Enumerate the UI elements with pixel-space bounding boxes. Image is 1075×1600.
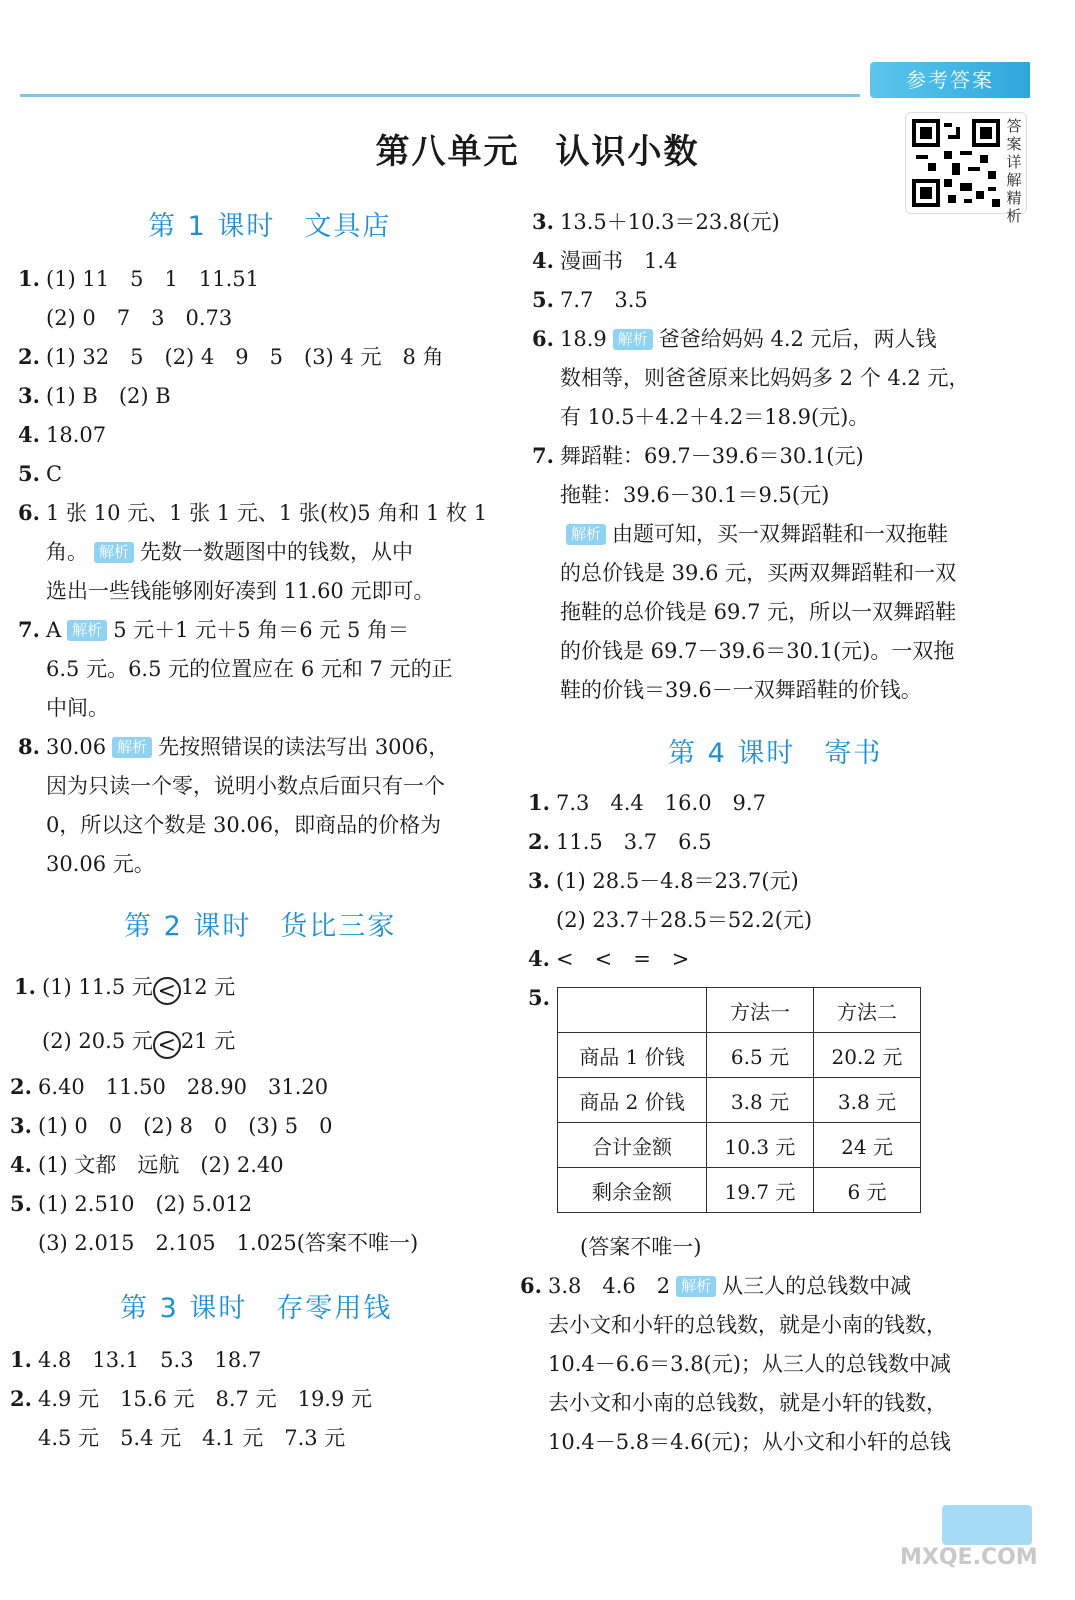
- answer-text: 30.06: [46, 735, 107, 759]
- analysis-text: 先数一数题图中的钱数，从中: [140, 540, 414, 564]
- question-number: 3.: [532, 209, 554, 234]
- answer-text: (1) 文都 远航 (2) 2.40: [38, 1153, 284, 1177]
- answer-line: [18, 460, 62, 488]
- table-cell: 方法一: [707, 988, 814, 1033]
- analysis-text: 由题可知，买一双舞蹈鞋和一双拖鞋: [612, 522, 949, 546]
- question-number: 5.: [532, 287, 554, 312]
- answer-line: [10, 1385, 372, 1413]
- answer-text: (1) B (2) B: [46, 384, 171, 408]
- analysis-text: 从三人的总钱数中减: [722, 1274, 912, 1298]
- answer-text: 中间。: [46, 696, 109, 720]
- answer-line: [10, 1190, 252, 1218]
- answer-line: [18, 538, 413, 566]
- answer-line: [528, 789, 766, 817]
- lesson-3-title: 第 3 课时 存零用钱: [120, 1293, 393, 1324]
- table-cell: 剩余金额: [558, 1168, 707, 1213]
- answer-text: (1) 11 5 1 11.51: [46, 267, 259, 291]
- question-number: 7.: [532, 443, 554, 468]
- answer-line: [18, 616, 409, 644]
- answer-text: 6.40 11.50 28.90 31.20: [38, 1075, 329, 1099]
- unit-title: 第八单元 认识小数: [375, 132, 700, 172]
- answer-line: [10, 1229, 418, 1257]
- answer-text: 的总价钱是 39.6 元，买两双舞蹈鞋和一双: [560, 561, 957, 585]
- question-number: 8.: [18, 734, 40, 759]
- answer-line: [532, 247, 677, 275]
- answer-text: 选出一些钱能够刚好凑到 11.60 元即可。: [46, 579, 435, 603]
- analysis-tag: 解析: [67, 620, 107, 641]
- answer-text: 角。: [46, 540, 88, 564]
- table-cell: 3.8 元: [814, 1078, 921, 1123]
- question-number: 1.: [528, 790, 550, 815]
- answer-text: A: [46, 618, 62, 642]
- answer-text: (1) 2.510 (2) 5.012: [38, 1192, 253, 1216]
- answer-text: 漫画书 1.4: [560, 249, 678, 273]
- answer-text: 因为只读一个零，说明小数点后面只有一个: [46, 774, 445, 798]
- answer-line: [520, 1311, 947, 1339]
- question-number: 1.: [18, 266, 40, 291]
- analysis-tag: 解析: [676, 1276, 716, 1297]
- answer-text: (1) 32 5 (2) 4 9 5 (3) 4 元 8 角: [46, 345, 444, 369]
- answer-line: [520, 1428, 951, 1456]
- answer-text: 6.5 元。6.5 元的位置应在 6 元和 7 元的正: [46, 657, 453, 681]
- answer-text: 数相等，则爸爸原来比妈妈多 2 个 4.2 元，: [560, 366, 970, 390]
- answer-line: [532, 364, 969, 392]
- answer-text: (答案不唯一): [580, 1235, 702, 1259]
- analysis-tag: 解析: [613, 329, 653, 350]
- answer-text: 18.9: [560, 327, 607, 351]
- answer-line: [532, 637, 954, 665]
- table-cell: 24 元: [814, 1123, 921, 1168]
- table-cell: 合计金额: [558, 1123, 707, 1168]
- answer-text: 4.9 元 15.6 元 8.7 元 19.9 元: [38, 1387, 373, 1411]
- analysis-tag: 解析: [566, 524, 606, 545]
- analysis-text: 5 元＋1 元＋5 角＝6 元 5 角＝: [113, 618, 410, 642]
- table-row: [558, 1033, 921, 1078]
- answer-text: 7.7 3.5: [560, 288, 648, 312]
- lesson-2-title: 第 2 课时 货比三家: [124, 911, 397, 942]
- answer-line: [18, 772, 445, 800]
- answer-text: 的价钱是 69.7－39.6＝30.1(元)。一双拖: [560, 639, 955, 663]
- answer-line: [532, 559, 956, 587]
- table-cell: 20.2 元: [814, 1033, 921, 1078]
- question-number: 3.: [528, 868, 550, 893]
- answer-line: [18, 850, 155, 878]
- answer-text: 鞋的价钱＝39.6－一双舞蹈鞋的价钱。: [560, 678, 922, 702]
- lesson-4-title: 第 4 课时 寄书: [668, 738, 883, 769]
- table-cell: 商品 2 价钱: [558, 1078, 707, 1123]
- analysis-tag: 解析: [94, 542, 134, 563]
- answer-line: [18, 304, 232, 332]
- answer-text: (1) 0 0 (2) 8 0 (3) 5 0: [38, 1114, 333, 1138]
- answer-text: 0，所以这个数是 30.06，即商品的价格为: [46, 813, 442, 837]
- compare-circle: <: [153, 977, 181, 1005]
- table-row: [558, 988, 921, 1033]
- answer-line: [18, 811, 441, 839]
- table-cell: 商品 1 价钱: [558, 1033, 707, 1078]
- answer-text: 18.07: [46, 423, 107, 447]
- table-cell: 方法二: [814, 988, 921, 1033]
- answer-line: [18, 499, 487, 527]
- question-number: 2.: [528, 829, 550, 854]
- analysis-tag: 解析: [112, 737, 152, 758]
- answer-text: (2) 0 7 3 0.73: [46, 306, 233, 330]
- answer-line: [532, 403, 869, 431]
- answer-line: [18, 577, 434, 605]
- question-number: 5.: [528, 985, 550, 1010]
- table-cell: 19.7 元: [707, 1168, 814, 1213]
- table-row: [558, 1123, 921, 1168]
- analysis-text: 爸爸给妈妈 4.2 元后，两人钱: [658, 327, 937, 351]
- answer-line: 1. (1) 11.5 元 < 12 元: [14, 974, 236, 1004]
- price-table: [557, 987, 921, 1213]
- answer-text: 7.3 4.4 16.0 9.7: [556, 791, 766, 815]
- answer-line: [18, 421, 106, 449]
- answer-line: [18, 382, 171, 410]
- question-number: 1.: [10, 1347, 32, 1372]
- compare-circle: <: [153, 1031, 181, 1059]
- answer-text: 30.06 元。: [46, 852, 155, 876]
- answer-text: 去小文和小南的总钱数，就是小轩的钱数，: [548, 1391, 947, 1415]
- answer-text: < < = >: [556, 947, 690, 971]
- question-number: 5.: [18, 461, 40, 486]
- answer-line: [18, 694, 109, 722]
- answer-line: [532, 520, 948, 548]
- answer-text: 13.5＋10.3＝23.8(元): [560, 210, 780, 234]
- answer-line: [532, 598, 956, 626]
- question-number: 4.: [532, 248, 554, 273]
- answer-line: [528, 867, 799, 895]
- answer-line: [532, 286, 648, 314]
- question-number: 6.: [532, 326, 554, 351]
- answer-line: [10, 1112, 332, 1140]
- answer-text: 4.8 13.1 5.3 18.7: [38, 1348, 262, 1372]
- answer-text: 3.8 4.6 2: [548, 1274, 671, 1298]
- answer-line: [10, 1151, 284, 1179]
- answer-text: 1 张 10 元、1 张 1 元、1 张(枚)5 角和 1 枚 1: [46, 501, 488, 525]
- answer-line: [528, 945, 689, 973]
- table-cell: [558, 988, 707, 1033]
- table-row: [558, 1168, 921, 1213]
- answer-text: 10.4－5.8＝4.6(元)；从小文和小轩的总钱: [548, 1430, 951, 1454]
- question-number: 2.: [10, 1386, 32, 1411]
- question-number: 4.: [18, 422, 40, 447]
- answer-line: [532, 676, 922, 704]
- answer-line: [520, 1272, 911, 1300]
- table-row: [558, 1078, 921, 1123]
- question-number: 4.: [528, 946, 550, 971]
- answer-line: [520, 1350, 951, 1378]
- answer-line: [532, 325, 937, 353]
- answer-line: [552, 1233, 701, 1261]
- answer-line: [532, 442, 864, 470]
- answer-text: 11.5 3.7 6.5: [556, 830, 712, 854]
- answer-line: [520, 1389, 947, 1417]
- question-number: 2.: [10, 1074, 32, 1099]
- answer-text: 去小文和小轩的总钱数，就是小南的钱数，: [548, 1313, 947, 1337]
- question-number: 6.: [18, 500, 40, 525]
- question-number: 5.: [10, 1191, 32, 1216]
- answer-line: [528, 828, 712, 856]
- answer-line: [18, 733, 449, 761]
- lesson-1-title: 第 1 课时 文具店: [148, 211, 392, 242]
- answer-badge: 参考答案: [870, 62, 1030, 98]
- answer-line: [10, 1424, 345, 1452]
- answer-text: 4.5 元 5.4 元 4.1 元 7.3 元: [38, 1426, 346, 1450]
- question-number: 3.: [10, 1113, 32, 1138]
- page-number-box: [942, 1505, 1032, 1545]
- analysis-text: 先按照错误的读法写出 3006，: [158, 735, 450, 759]
- answer-line: [528, 906, 812, 934]
- question-number: 4.: [10, 1152, 32, 1177]
- table-cell: 6 元: [814, 1168, 921, 1213]
- answer-line: [18, 265, 259, 293]
- answer-text: (2) 23.7＋28.5＝52.2(元): [556, 908, 813, 932]
- table-cell: 10.3 元: [707, 1123, 814, 1168]
- answer-text: (1) 28.5－4.8＝23.7(元): [556, 869, 799, 893]
- answer-text: 拖鞋：39.6－30.1＝9.5(元): [560, 483, 830, 507]
- answer-text: C: [46, 462, 63, 486]
- watermark: MXQE.COM: [900, 1545, 1038, 1570]
- answer-line: [18, 343, 444, 371]
- header-rule: [20, 94, 860, 97]
- answer-text: (3) 2.015 2.105 1.025(答案不唯一): [38, 1231, 419, 1255]
- answer-line: [10, 1073, 328, 1101]
- answer-text: 有 10.5＋4.2＋4.2＝18.9(元)。: [560, 405, 870, 429]
- question-number: 7.: [18, 617, 40, 642]
- answer-line: [18, 655, 453, 683]
- answer-line: [532, 208, 780, 236]
- question-number: 2.: [18, 344, 40, 369]
- table-cell: 3.8 元: [707, 1078, 814, 1123]
- answer-text: 拖鞋的总价钱是 69.7 元，所以一双舞蹈鞋: [560, 600, 957, 624]
- question-number: 3.: [18, 383, 40, 408]
- table-cell: 6.5 元: [707, 1033, 814, 1078]
- answer-line: [10, 1346, 261, 1374]
- question-number: 6.: [520, 1273, 542, 1298]
- qr-caption: 答案详解精析: [1006, 117, 1022, 225]
- answer-line: [528, 984, 556, 1012]
- answer-text: 舞蹈鞋：69.7－39.6＝30.1(元): [560, 444, 864, 468]
- answer-line: (2) 20.5 元 < 21 元: [42, 1029, 236, 1058]
- answer-text: 10.4－6.6＝3.8(元)；从三人的总钱数中减: [548, 1352, 951, 1376]
- answer-line: [532, 481, 829, 509]
